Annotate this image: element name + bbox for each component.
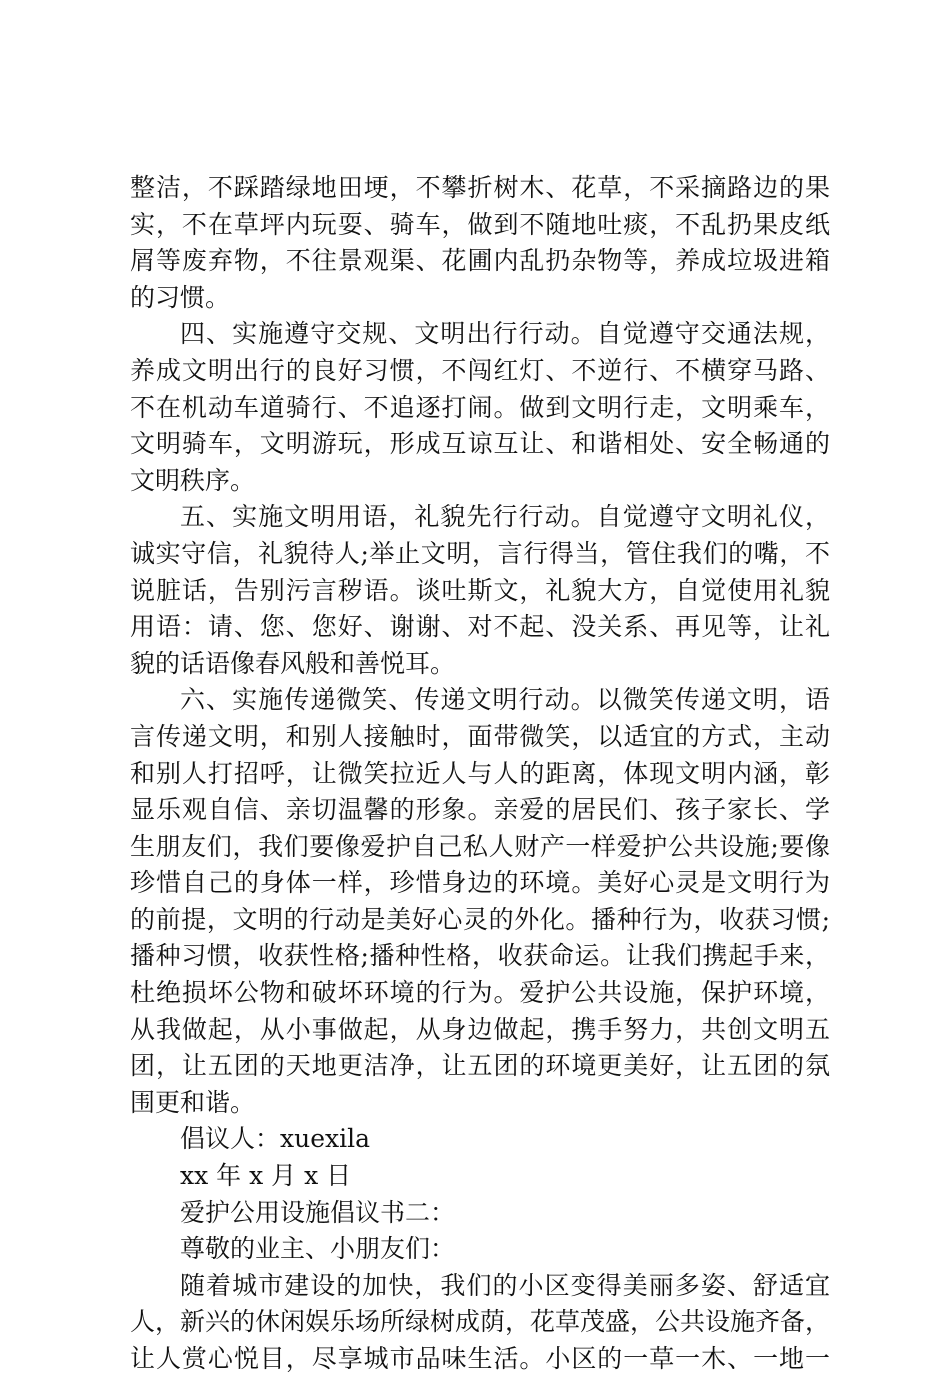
paragraph-p5	[130, 1121, 830, 1158]
document-page	[130, 170, 830, 1378]
paragraph-p2	[130, 316, 830, 499]
paragraph-p9	[130, 1268, 830, 1378]
text-line: 杜绝损坏公物和破坏环境的行为。爱护公共设施，保护环境，	[130, 978, 830, 1008]
text-line: 爱护公用设施倡议书二：	[180, 1197, 456, 1227]
text-line: 整洁，不踩踏绿地田埂，不攀折树木、花草，不采摘路边的果	[130, 173, 830, 202]
text-line: 诚实守信，礼貌待人;举止文明，言行得当，管住我们的嘴，不	[130, 538, 830, 568]
paragraph-p7	[130, 1195, 830, 1232]
text-line: 貌的话语像春风般和善悦耳。	[130, 648, 456, 678]
text-line: 言传递文明，和别人接触时，面带微笑，以适宜的方式，主动	[130, 721, 830, 751]
text-line: 实，不在草坪内玩耍、骑车，做到不随地吐痰，不乱扔果皮纸	[130, 209, 830, 239]
text-line: 和别人打招呼，让微笑拉近人与人的距离，体现文明内涵，彰	[130, 758, 830, 788]
text-line: 的前提，文明的行动是美好心灵的外化。播种行为，收获习惯;	[130, 904, 830, 934]
paragraph-p1	[130, 170, 830, 316]
text-line: 文明秩序。	[130, 465, 256, 495]
text-line: 生朋友们，我们要像爱护自己私人财产一样爱护公共设施;要像	[130, 831, 830, 861]
text-line: 五、实施文明用语，礼貌先行行动。自觉遵守文明礼仪，	[180, 502, 830, 532]
text-line: 显乐观自信、亲切温馨的形象。亲爱的居民们、孩子家长、学	[130, 795, 830, 825]
text-line: 团，让五团的天地更洁净，让五团的环境更美好，让五团的氛	[130, 1051, 830, 1081]
paragraph-p4	[130, 682, 830, 1121]
text-line: 用语：请、您、您好、谢谢、对不起、没关系、再见等，让礼	[130, 612, 830, 642]
paragraph-p8	[130, 1231, 830, 1268]
text-line: 四、实施遵守交规、文明出行行动。自觉遵守交通法规，	[180, 319, 830, 349]
text-line: 屑等废弃物，不往景观渠、花圃内乱扔杂物等，养成垃圾进箱	[130, 246, 830, 276]
text-line: 六、实施传递微笑、传递文明行动。以微笑传递文明，语	[180, 685, 830, 715]
text-line: 从我做起，从小事做起，从身边做起，携手努力，共创文明五	[130, 1014, 830, 1044]
text-line: 随着城市建设的加快，我们的小区变得美丽多姿、舒适宜	[180, 1270, 830, 1300]
text-line: 围更和谐。	[130, 1087, 256, 1117]
text-line: 养成文明出行的良好习惯，不闯红灯、不逆行、不横穿马路、	[130, 355, 830, 385]
text-line: 尊敬的业主、小朋友们：	[180, 1234, 456, 1264]
text-line: 不在机动车道骑行、不追逐打闹。做到文明行走，文明乘车，	[130, 392, 830, 422]
text-line: 倡议人：xuexila	[180, 1124, 370, 1154]
text-line: 文明骑车，文明游玩，形成互谅互让、和谐相处、安全畅通的	[130, 429, 830, 459]
text-line: 人，新兴的休闲娱乐场所绿树成荫，花草茂盛，公共设施齐备，	[130, 1307, 830, 1337]
text-line: 的习惯。	[130, 282, 231, 312]
text-line: xx 年 x 月 x 日	[180, 1161, 352, 1191]
text-line: 珍惜自己的身体一样，珍惜身边的环境。美好心灵是文明行为	[130, 868, 830, 898]
paragraph-p6	[130, 1158, 830, 1195]
text-line: 让人赏心悦目，尽享城市品味生活。小区的一草一木、一地一	[130, 1344, 830, 1373]
text-line: 说脏话，告别污言秽语。谈吐斯文，礼貌大方，自觉使用礼貌	[130, 575, 830, 605]
text-line: 播种习惯，收获性格;播种性格，收获命运。让我们携起手来，	[130, 941, 830, 971]
paragraph-p3	[130, 499, 830, 682]
